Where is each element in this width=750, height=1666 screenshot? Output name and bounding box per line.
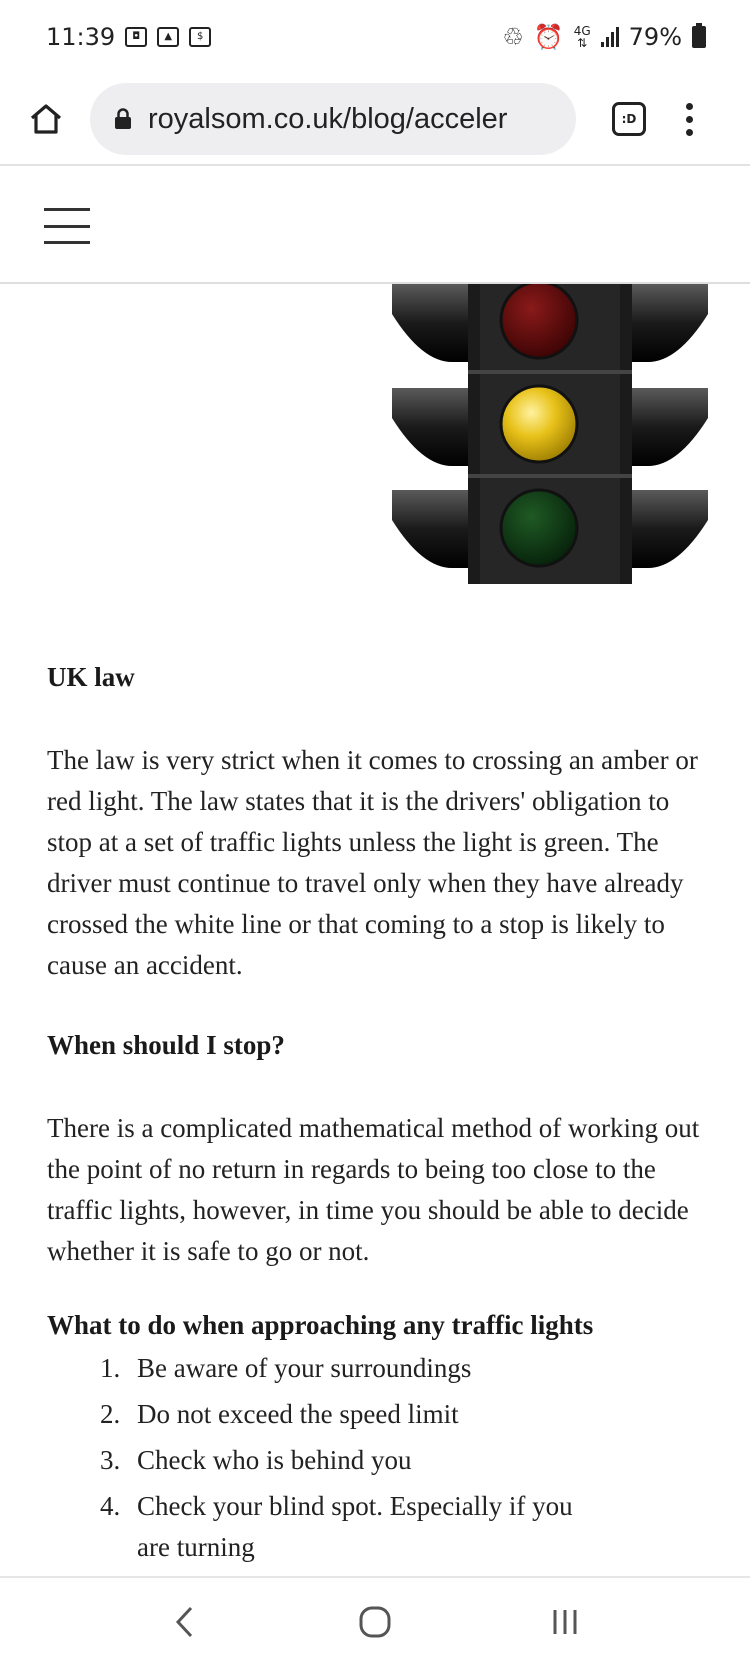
article-body [47, 658, 717, 1573]
menu-dot [686, 116, 693, 123]
system-nav-bar [0, 1576, 750, 1666]
network-arrows: ⇅ [577, 36, 588, 50]
shop-icon: $ [189, 27, 211, 47]
status-left [46, 23, 211, 51]
status-time: 11:39 [46, 23, 116, 51]
page-content [0, 284, 750, 1576]
green-light [501, 490, 577, 566]
status-bar [0, 0, 750, 74]
back-button[interactable] [160, 1597, 210, 1647]
red-light [501, 284, 577, 358]
url-bar[interactable] [90, 83, 576, 155]
list-item: 2. Do not exceed the speed limit [100, 1399, 459, 1429]
home-circle-icon [358, 1605, 392, 1639]
list-item: 4. Check your blind spot. Especially if you are turning [100, 1491, 573, 1562]
browser-toolbar [0, 74, 750, 166]
network-icon [574, 25, 591, 49]
tab-switcher-label: :D [621, 112, 637, 126]
home-icon [28, 101, 64, 137]
tab-switcher-button[interactable] [612, 102, 646, 136]
status-right [502, 23, 706, 51]
amber-light [501, 386, 577, 462]
menu-dot [686, 129, 693, 136]
url-text[interactable]: royalsom.co.uk/blog/acceler [148, 102, 508, 135]
hamburger-menu-icon[interactable] [44, 208, 90, 244]
camera-icon: ◘ [125, 27, 147, 47]
signal-icon [601, 27, 619, 47]
menu-dot [686, 103, 693, 110]
home-nav-button[interactable] [350, 1597, 400, 1647]
alarm-icon: ⏰ [533, 23, 564, 51]
steps-list [47, 1348, 717, 1568]
recents-button[interactable] [540, 1597, 590, 1647]
traffic-light-image [392, 284, 708, 604]
battery-icon [692, 26, 706, 48]
heading-approaching-lights: What to do when approaching any traffic lights [47, 1310, 594, 1340]
list-item: 3. Check who is behind you [100, 1445, 412, 1475]
gallery-icon: ▲ [157, 27, 179, 47]
browser-menu-button[interactable] [686, 103, 693, 136]
list-item: 1. Be aware of your surroundings [100, 1353, 472, 1383]
heading-uk-law: UK law [47, 662, 135, 692]
paragraph-when-stop: There is a complicated mathematical method of working out the point of no return in regards to being too close to the traffic lights, however, in time you should be able to decide whether it is safe to go or not. [47, 1113, 700, 1266]
heading-when-stop: When should I stop? [47, 1030, 285, 1060]
home-button[interactable] [26, 99, 66, 139]
network-type: 4G [573, 24, 591, 38]
lock-icon [114, 108, 132, 130]
site-header [0, 166, 750, 284]
recents-icon [550, 1607, 580, 1637]
paragraph-uk-law: The law is very strict when it comes to crossing an amber or red light. The law states that it is the drivers' obligation to stop at a set of traffic lights unless the light is green. The driver must continue to travel only when they have already crossed the white line or that coming to a stop is likely to cause an accident. [47, 745, 698, 980]
battery-percent: 79% [628, 23, 682, 51]
recycle-icon: ♲ [502, 23, 524, 51]
back-icon [173, 1605, 197, 1639]
